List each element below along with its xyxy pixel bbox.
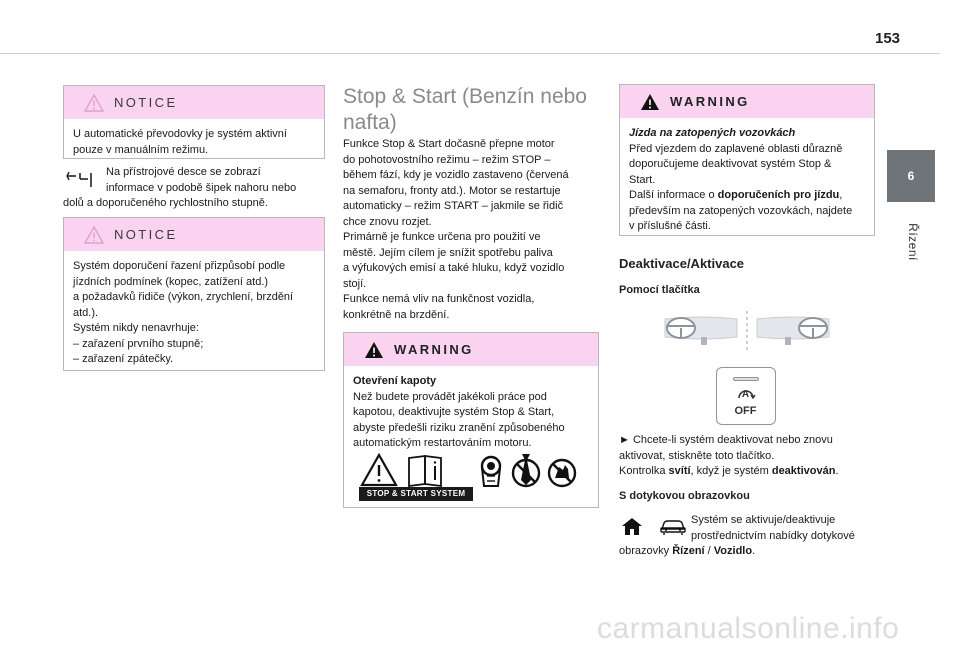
warning-subtitle: Jízda na zatopených vozovkách: [629, 127, 796, 139]
no-tie-icon: [513, 454, 539, 486]
text-line: automaticky – režim START – jakmile se řidič: [343, 200, 564, 212]
manual-book-icon: [409, 456, 441, 486]
text-line: během fází, kdy je vozidlo zastaveno (červená: [343, 169, 569, 181]
deactivation-instructions: [619, 433, 879, 480]
caution-icon: [362, 455, 396, 485]
notice-box-2: [63, 217, 325, 371]
dashboard-location-illustration: [663, 311, 831, 353]
heading-line: nafta): [343, 111, 397, 134]
notice-body: [64, 119, 324, 166]
notice-header: [64, 86, 324, 119]
text-line: v příslušné části.: [629, 220, 711, 232]
text-line: Funkce nemá vliv na funkčnost vozidla,: [343, 293, 535, 305]
text-line: – zařazení zpátečky.: [73, 353, 174, 365]
text-line: a výfukových emisí a také hluku, když vozidlo: [343, 262, 565, 274]
text-line: kapotou, deaktivujte systém Stop & Start,: [353, 406, 555, 418]
text-line: pouze v manuálním režimu.: [73, 143, 209, 156]
warning-body: [344, 366, 598, 460]
notice-header: [64, 218, 324, 251]
warning-header: [620, 85, 874, 118]
text-line: stojí.: [343, 277, 367, 290]
text-line: obrazovky Řízení / Vozidlo.: [619, 545, 756, 557]
text-line: na semaforu, fronty atd.). Motor se restartuje: [343, 184, 561, 197]
warning-icon: [639, 92, 661, 112]
text-line: ► Chcete-li systém deaktivovat nebo znovu: [619, 434, 833, 446]
section-heading: [343, 84, 613, 136]
top-rule: [0, 53, 940, 54]
text-line: městě. Jejím cílem je snížit spotřebu paliva: [343, 246, 553, 259]
engine-warning-pictograms: [359, 452, 581, 490]
text-line: doporučujeme deaktivovat systém Stop &: [629, 158, 832, 170]
chapter-label: Řízení: [906, 223, 920, 261]
stop-start-system-banner: STOP & START SYSTEM: [359, 487, 473, 501]
touchscreen-text: [619, 513, 879, 560]
text-line: atd.).: [73, 306, 99, 319]
notice-title: NOTICE: [114, 95, 178, 110]
heading-line: Stop & Start (Benzín nebo: [343, 85, 587, 108]
button-heading: Pomocí tlačítka: [619, 284, 700, 296]
warning-title: WARNING: [670, 94, 750, 109]
touchscreen-heading: S dotykovou obrazovkou: [619, 490, 750, 502]
warning-outline-icon: [83, 93, 105, 113]
text-line: abyste předešli riziku zranění způsobeného: [353, 421, 565, 434]
text-line: Před vjezdem do zaplavené oblasti důrazně: [629, 142, 843, 155]
fan-belt-icon: [482, 457, 500, 486]
link-text: doporučeních pro jízdu: [717, 189, 840, 201]
chapter-number: 6: [907, 169, 915, 183]
text-line: Systém se aktivuje/deaktivuje: [691, 514, 836, 526]
text-line: Start.: [629, 173, 656, 186]
warning-body: [620, 118, 874, 243]
text-line: aktivovat, stiskněte toto tlačítko.: [619, 449, 775, 462]
watermark: carmanualsonline.info: [597, 612, 900, 645]
page-number: 153: [875, 30, 901, 47]
stop-start-off-button[interactable]: [716, 367, 776, 425]
text-line: Na přístrojové desce se zobrazí: [106, 166, 261, 178]
warning-outline-icon: [83, 225, 105, 245]
warning-box-2: [619, 84, 875, 236]
text-line: Systém doporučení řazení přizpůsobí podle: [73, 260, 286, 272]
notice-title: NOTICE: [114, 227, 178, 242]
text-line: Kontrolka svítí, když je systém deaktivován.: [619, 465, 839, 477]
text-line: Další informace o doporučeních pro jízdu,: [629, 189, 843, 201]
text-line: dolů a doporučeného rychlostního stupně.: [63, 197, 268, 209]
text-line: Funkce Stop & Start dočasně přepne motor: [343, 138, 555, 150]
text-line: prostřednictvím nabídky dotykové: [691, 529, 855, 542]
text-line: a požadavků řidiče (výkon, zrychlení, brzdění: [73, 291, 294, 303]
chapter-tab[interactable]: [887, 150, 935, 202]
text-line: automatickým restartováním motoru.: [353, 437, 532, 449]
notice-body: [64, 251, 324, 376]
text-line: Systém nikdy nenavrhuje:: [73, 322, 199, 334]
warning-header: [344, 333, 598, 366]
off-label: OFF: [734, 405, 757, 417]
text-line: jízdních podmínek (kopec, zatížení atd.): [73, 275, 269, 288]
text-line: U automatické převodovky je systém aktivní: [73, 128, 287, 140]
deactivation-heading: Deaktivace/Aktivace: [619, 256, 745, 271]
warning-icon: [363, 340, 385, 360]
text-line: informace v podobě šipek nahoru nebo: [106, 181, 297, 194]
warning-title: WARNING: [394, 342, 474, 357]
text-line: Než budete provádět jakékoli práce pod: [353, 390, 547, 403]
text-line: chce znovu rozjet.: [343, 215, 432, 228]
auto-letter: A: [741, 389, 750, 400]
shift-indicator-text: [63, 165, 333, 212]
text-line: – zařazení prvního stupně;: [73, 337, 204, 350]
text-line: do pohotovostního režimu – režim STOP –: [343, 153, 551, 166]
text-line: především na zatopených vozovkách, najdete: [629, 204, 853, 217]
stop-start-description: [343, 137, 613, 323]
button-led: [733, 377, 759, 381]
notice-box-1: [63, 85, 325, 159]
text-line: konkrétně na brzdění.: [343, 308, 450, 321]
text-line: Primárně je funkce určena pro použití ve: [343, 231, 541, 243]
no-hand-icon: [549, 460, 575, 486]
warning-subtitle: Otevření kapoty: [353, 375, 437, 387]
